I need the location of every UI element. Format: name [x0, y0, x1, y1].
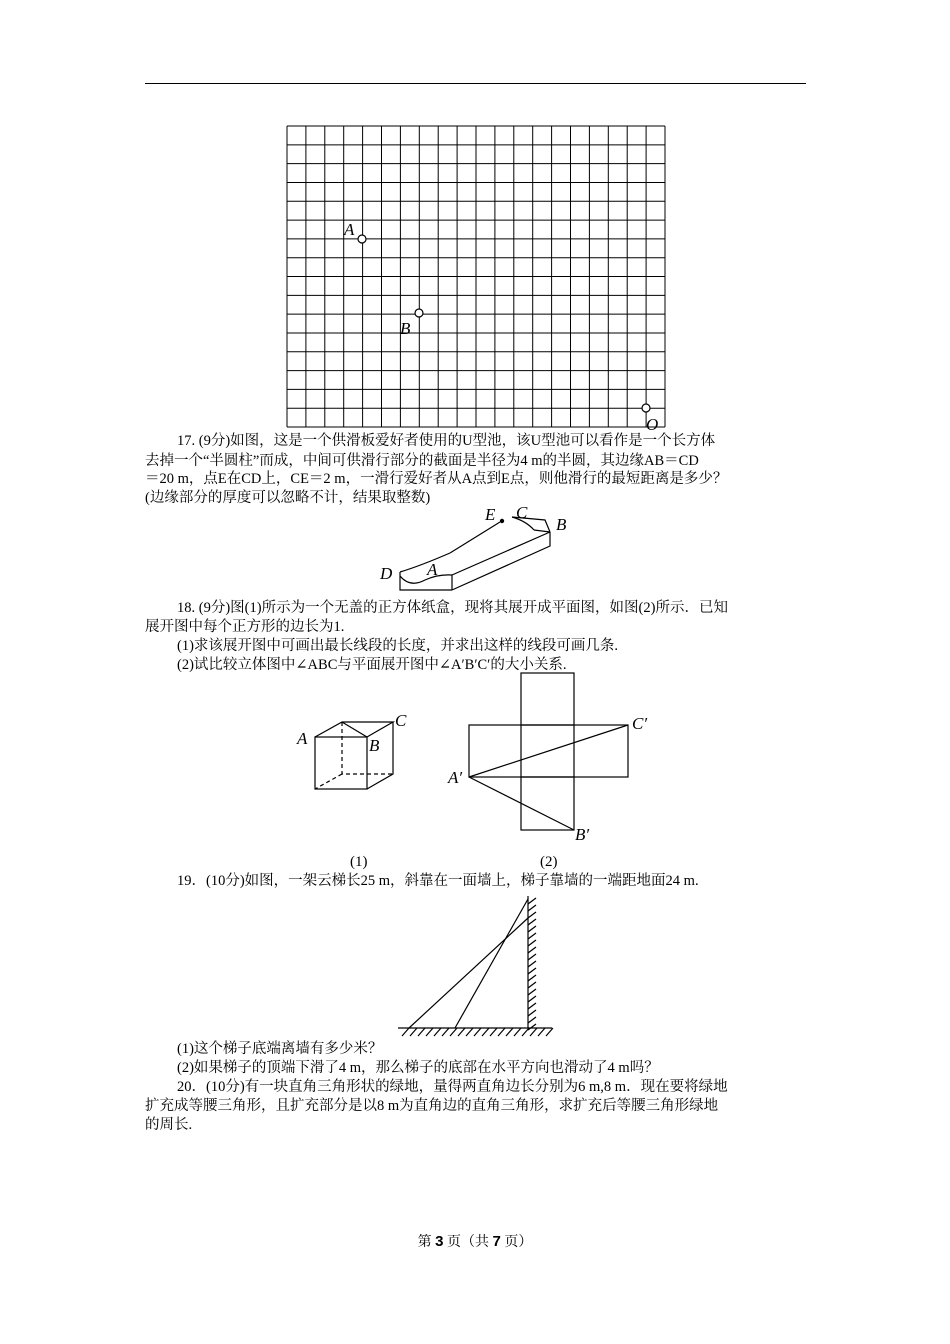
point-a-marker: [358, 235, 366, 243]
net-figure: [445, 668, 660, 848]
pool-label-b: B: [556, 515, 567, 534]
u-pool-figure: [375, 500, 575, 592]
q19-sub1: (1)这个梯子底端离墙有多少米？: [177, 1041, 383, 1057]
header-rule: [145, 83, 806, 84]
pool-label-d: D: [380, 564, 393, 583]
q19-sub2: (2)如果梯子的顶端下滑了4 m，那么梯子的底部在水平方向也滑动了4 m吗？: [177, 1060, 659, 1076]
point-o-marker: [642, 404, 650, 412]
cube-label-b: B: [369, 736, 380, 755]
caption-2: (2): [540, 854, 558, 870]
q18-line1: 18. (9分)图(1)所示为一个无盖的正方体纸盒，现将其展开成平面图，如图(2)所示．已知: [177, 600, 728, 616]
grid-figure: [280, 120, 680, 432]
q19-line1: 19．(10分)如图，一架云梯长25 m，斜靠在一面墙上，梯子靠墙的一端距地面24 m.: [177, 873, 699, 889]
grid-label-o: O: [646, 415, 659, 432]
footer-middle: 页（共: [447, 1235, 489, 1250]
footer-total-pages: 7: [492, 1233, 501, 1250]
footer-suffix: 页）: [504, 1235, 533, 1250]
page-footer: [0, 1231, 950, 1251]
footer-page-number: 3: [435, 1233, 444, 1250]
q17-line3: ＝20 m，点E在CD上，CE＝2 m，一滑行爱好者从A点到E点，则他滑行的最短距离是多少？: [145, 471, 728, 487]
footer-prefix: 第: [417, 1235, 432, 1250]
grid-label-a: A: [344, 220, 355, 239]
cube-figure: [290, 705, 420, 800]
q17-line1: 17. (9分)如图，这是一个供滑板爱好者使用的U型池，该U型池可以看作是一个长方体: [177, 433, 716, 449]
cube-label-c: C: [395, 711, 407, 730]
net-label-a: A′: [448, 768, 463, 787]
q17-line4: (边缘部分的厚度可以忽略不计，结果取整数): [145, 490, 431, 506]
q20-line3: 的周长.: [145, 1117, 193, 1133]
q18-sub2: (2)试比较立体图中∠ABC与平面展开图中∠A′B′C′的大小关系.: [177, 657, 567, 673]
q18-line2: 展开图中每个正方形的边长为1.: [145, 619, 345, 635]
cube-label-a: A: [297, 729, 308, 748]
pool-label-c: C: [516, 503, 528, 522]
net-label-c: C′: [632, 714, 648, 733]
q17-line2: 去掉一个“半圆柱”而成，中间可供滑行部分的截面是半径为4 m的半圆，其边缘AB＝CD: [145, 453, 699, 469]
pool-label-e: E: [485, 505, 496, 524]
q18-sub1: (1)求该展开图中可画出最长线段的长度，并求出这样的线段可画几条.: [177, 638, 619, 654]
pool-label-a: A: [427, 560, 438, 579]
q20-line2: 扩充成等腰三角形，且扩充部分是以8 m为直角边的直角三角形，求扩充后等腰三角形绿地: [145, 1098, 719, 1114]
point-b-marker: [415, 309, 423, 317]
net-label-b: B′: [575, 825, 590, 844]
q20-line1: 20．(10分)有一块直角三角形状的绿地，量得两直角边长分别为6 m,8 m．现在要将绿地: [177, 1079, 728, 1095]
grid-label-b: B: [400, 319, 411, 338]
caption-1: (1): [350, 854, 368, 870]
ladder-figure: [390, 890, 560, 1040]
